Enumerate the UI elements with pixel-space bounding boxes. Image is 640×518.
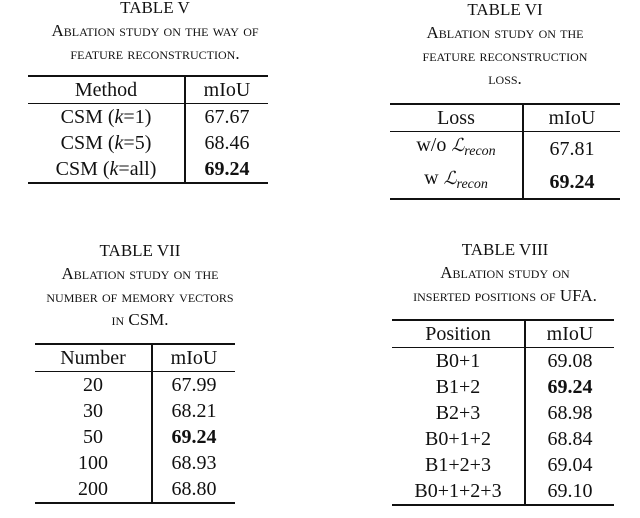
table-row [392, 452, 614, 478]
math-variable: k [114, 132, 124, 154]
table-row [392, 348, 614, 375]
column-header: Method [28, 76, 185, 104]
table-row [28, 104, 268, 131]
column-header: Loss [390, 104, 523, 132]
cell: 100 [35, 450, 152, 476]
best-cell: 69.24 [549, 170, 595, 193]
cell: 68.80 [171, 478, 217, 500]
cell: 69.08 [547, 350, 593, 372]
table-v [28, 75, 268, 184]
column-header: Number [35, 344, 152, 372]
table-row [35, 372, 235, 399]
table-row [35, 476, 235, 503]
cell: B0+1 [392, 348, 525, 375]
column-header: mIoU [170, 347, 218, 369]
table-caption: number of memory vectors [46, 287, 234, 306]
cell: B0+1+2+3 [392, 478, 525, 505]
cell [390, 165, 523, 199]
cell: 69.10 [547, 480, 593, 502]
cell: 68.98 [547, 402, 593, 424]
table-caption: Ablation study on the way of [51, 21, 259, 40]
table-vii-block [0, 240, 280, 504]
cell: 50 [35, 424, 152, 450]
table-row [392, 374, 614, 400]
math-subscript: recon [456, 177, 488, 192]
column-header: mIoU [203, 79, 251, 101]
cell: 67.67 [204, 106, 250, 128]
cell: B0+1+2 [392, 426, 525, 452]
table-caption: Ablation study on [440, 263, 570, 282]
cell: 67.81 [549, 137, 595, 160]
table-v-block [0, 0, 310, 184]
column-header: mIoU [548, 107, 596, 129]
best-cell: 69.24 [547, 376, 593, 398]
table-caption: loss. [488, 69, 522, 88]
cell: 68.46 [204, 132, 250, 154]
cell: B1+2 [392, 374, 525, 400]
table-row [28, 130, 268, 156]
cell [390, 132, 523, 166]
cell: 67.99 [171, 374, 217, 396]
table-row [392, 400, 614, 426]
table-caption: inserted positions of UFA. [413, 286, 597, 305]
table-row [35, 424, 235, 450]
table-title: TABLE VIII [461, 240, 549, 259]
math-symbol: ℒ [443, 168, 457, 189]
table-row [35, 398, 235, 424]
table-row [392, 478, 614, 505]
table-caption: feature reconstruction. [70, 44, 240, 63]
table-vi [390, 103, 620, 200]
table-caption: Ablation study on the [61, 264, 219, 283]
math-variable: k [114, 106, 124, 128]
cell: B1+2+3 [392, 452, 525, 478]
table-vii [35, 343, 235, 504]
column-header: mIoU [546, 323, 594, 345]
cell: B2+3 [392, 400, 525, 426]
cell: 68.93 [171, 452, 217, 474]
table-caption: feature reconstruction [422, 46, 588, 65]
table-title: TABLE VI [467, 0, 543, 19]
table-vi-block [370, 0, 640, 200]
table-title: TABLE V [120, 0, 190, 17]
table-caption: in CSM. [111, 310, 169, 329]
cell: CSM (k=1) [28, 104, 185, 131]
cell: 20 [35, 372, 152, 399]
cell: 30 [35, 398, 152, 424]
cell: 200 [35, 476, 152, 503]
math-symbol: ℒ [451, 135, 465, 156]
math-variable: k [109, 158, 119, 180]
table-row [392, 426, 614, 452]
cell-text: w/o [416, 134, 447, 156]
table-caption: Ablation study on the [426, 23, 584, 42]
table-row [28, 156, 268, 183]
cell: CSM (k=5) [28, 130, 185, 156]
table-row [35, 450, 235, 476]
table-viii [392, 319, 614, 506]
cell: 69.04 [547, 454, 593, 476]
table-viii-block [370, 239, 640, 506]
cell: CSM (k=all) [28, 156, 185, 183]
table-title: TABLE VII [99, 241, 181, 260]
cell: 68.21 [171, 400, 217, 422]
cell-text: w [424, 167, 439, 189]
math-subscript: recon [464, 144, 496, 159]
table-row [390, 165, 620, 199]
table-row [390, 132, 620, 166]
column-header: Position [392, 320, 525, 348]
best-cell: 69.24 [171, 426, 217, 448]
best-cell: 69.24 [204, 158, 250, 180]
cell: 68.84 [547, 428, 593, 450]
